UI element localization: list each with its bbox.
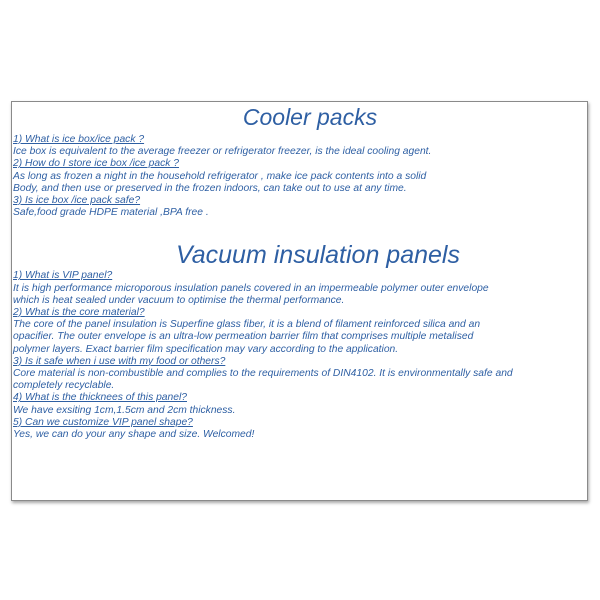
cooler-answer-2-line-2: Body, and then use or preserved in the frozen indoors, can take out to use at any time. [13,182,407,194]
document-frame [11,101,588,501]
vip-answer-2-line-1: The core of the panel insulation is Superfine glass fiber, it is a blend of filament reinforced silica and an [13,319,481,331]
cooler-packs-section [13,134,587,219]
vacuum-panels-title: Vacuum insulation panels [176,241,460,270]
vip-answer-3-line-1: Core material is non-combustible and complies to the requirements of DIN4102. It is environmentally safe and [13,368,513,380]
vip-question-2: 2) What is the core material? [13,307,145,319]
cooler-answer-1-line-1: Ice box is equivalent to the average freezer or refrigerator freezer, is the ideal cooling agent. [13,146,432,158]
vip-answer-2-line-3: polymer layers. Exact barrier film specification may vary according to the application. [13,343,399,355]
cooler-question-3: 3) Is ice box /ice pack safe? [13,195,141,207]
document-body [12,103,587,441]
vip-answer-5-line-1: Yes, we can do your any shape and size. Welcomed! [13,429,255,441]
vip-answer-1-line-1: It is high performance microporous insulation panels covered in an impermeable polymer outer envelope [13,282,489,294]
vip-question-1: 1) What is VIP panel? [13,270,113,282]
cooler-answer-3-line-1: Safe,food grade HDPE material ,BPA free . [13,207,209,219]
vip-answer-3-line-2: completely recyclable. [13,380,115,392]
cooler-answer-2-line-1: As long as frozen a night in the household refrigerator , make ice pack contents into a solid [13,170,427,182]
vacuum-panels-section [13,270,587,441]
vip-question-5: 5) Can we customize VIP panel shape? [13,416,193,428]
vip-answer-1-line-2: which is heat sealed under vacuum to optimise the thermal performance. [13,294,345,306]
vip-answer-2-line-2: opacifier. The outer envelope is an ultra-low permeation barrier film that comprises multiple metalised [13,331,474,343]
cooler-question-2: 2) How do I store ice box /ice pack ? [13,158,179,170]
cooler-packs-title: Cooler packs [242,104,378,130]
vip-question-4: 4) What is the thicknees of this panel? [13,392,187,404]
vip-question-3: 3) Is it safe when i use with my food or others? [13,355,226,367]
cooler-question-1: 1) What is ice box/ice pack ? [13,134,145,145]
vip-answer-4-line-1: We have exsiting 1cm,1.5cm and 2cm thickness. [13,404,236,416]
